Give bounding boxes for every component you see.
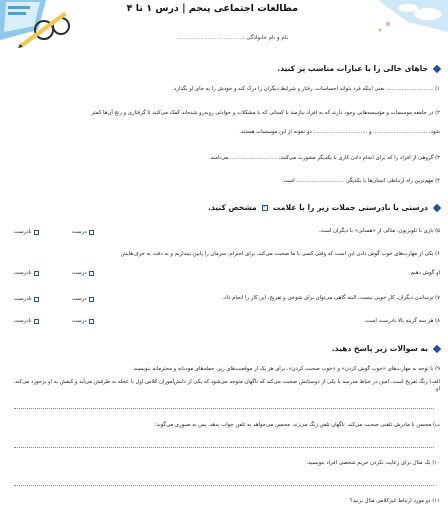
false-checkbox[interactable] [34, 297, 39, 302]
name-field-line [176, 35, 288, 41]
name-dots: ..................................... [176, 35, 241, 41]
section-answer-title: به سوالات زیر پاسخ دهید. [331, 344, 428, 353]
true-checkbox[interactable] [89, 319, 94, 324]
section-fill-blanks-heading [277, 64, 440, 73]
q6-true-option[interactable] [72, 270, 94, 276]
school-supplies-illustration [0, 0, 70, 52]
answer-line[interactable] [14, 485, 434, 486]
question-6-line-2: او گوش دهیم. [408, 270, 440, 276]
section-fill-blanks-title: جاهای خالی را با عبارات مناسب پر کنید. [277, 64, 428, 73]
answer-line[interactable] [14, 447, 434, 448]
false-label: نادرست [14, 229, 32, 235]
false-checkbox[interactable] [34, 271, 39, 276]
question-9: ۹) با توجه به مهارت‌های «خوب گوش کردن» و «خوب صحبت کردن»، برای هر یک از موقعیت‌های زیر، جمله‌های مودبانه و محترمانه بنویسید. [132, 366, 440, 372]
page-title: مطالعات اجتماعی پنجم | درس ۱ تا ۴ [126, 3, 298, 14]
checkbox-checked-icon: ✓ [262, 204, 267, 210]
sky-decoration [358, 0, 448, 42]
section-answer-heading [332, 344, 440, 353]
true-checkbox[interactable] [89, 297, 94, 302]
question-9-a: الف) زنگ تفریح است. امین در حیاط مدرسه با یکی از دوستانش صحبت می‌کند که ناگهان متوجه می‌شود که یکی از دانش‌آموزان کلاس اول با عجله به طرفش می‌آید و کیفش به او برخورد می‌کند. او [13, 379, 440, 392]
q8-true-option[interactable] [72, 318, 94, 324]
diamond-bullet-icon [433, 344, 441, 352]
true-label: درست [72, 270, 87, 276]
true-label: درست [72, 229, 87, 235]
false-checkbox[interactable] [34, 230, 39, 235]
q5-true-option[interactable] [72, 229, 94, 235]
question-7: ۷) ترساندن دیگران، کار خوبی نیست، البته گاهی می‌توان برای شوخی و تفریح، این کار را انجام داد. [222, 295, 440, 301]
section-true-false-title-end: مشخص کنید. [207, 203, 257, 212]
question-11: ۱۱) دو مورد ارتباط غیرکلامی مثال بزنید؟ [349, 498, 440, 504]
true-label: درست [72, 296, 87, 302]
question-3: ۳) گروهی از افراد را که برای انجام دادن کاری با یکدیگر مشورت می‌کنند، ............................ می‌نامند. [208, 155, 440, 161]
q5-false-option[interactable] [14, 229, 39, 235]
question-9-b: ب) محسن با مادرش تلفنی صحبت می‌کند. ناگهان تلفن زنگ می‌زند. محسن می‌خواهد به تلفن جواب بدهد. پس به صبوری می‌گوید: [154, 422, 440, 428]
diamond-bullet-icon [433, 64, 441, 72]
false-checkbox[interactable] [34, 319, 39, 324]
section-true-false-title: درستی یا نادرستی جملات زیر را با علامت [272, 203, 428, 212]
question-6-line-1: ۶) یکی از مهارت‌های خوب گوش دادن این است که وقتی کسی با ما صحبت می‌کند، برای احترام، سرمان را پایین بیندازیم و به دقت به حرف‌هایش [120, 251, 440, 257]
name-label: نام و نام خانوادگی : [242, 35, 288, 41]
q8-false-option[interactable] [14, 318, 39, 324]
question-2-line-1: ۲) در جامعه موسسات و مؤسسه‌هایی وجود دارند که به افراد نیازمند یا کسانی که با مشکلات و حوادثی روبه‌رو شده‌اند کمک می‌کنند تا گرفتاری و رنج آن‌ها کمتر [91, 110, 440, 116]
question-1: ۱) ............................ یعنی اینکه فرد بتواند احساسات، رفتار و شرایط دیگران را درک کند و خودش را به جای او بگذارد. [172, 86, 440, 92]
true-checkbox[interactable] [89, 271, 94, 276]
q6-false-option[interactable] [14, 270, 39, 276]
page-header [0, 0, 448, 58]
answer-line[interactable] [14, 408, 434, 409]
q7-false-option[interactable] [14, 296, 39, 302]
false-label: نادرست [14, 270, 32, 276]
q7-true-option[interactable] [72, 296, 94, 302]
true-checkbox[interactable] [89, 230, 94, 235]
question-2-line-2: شود. ................................ و ................................ دو نمونه از این موسسات هستند. [239, 129, 440, 135]
false-label: نادرست [14, 296, 32, 302]
section-true-false-heading [208, 203, 440, 212]
question-5: ۵) بازی با تلویزیون، مثالی از «همدلی» با دیگران است. [318, 228, 440, 234]
question-8: ۸) هر سه گزینه بالا نادرست است. [364, 318, 440, 324]
true-label: درست [72, 318, 87, 324]
diamond-bullet-icon [433, 203, 441, 211]
question-4: ۴) مهم‌ترین راه ارتباطی انسان‌ها با یکدیگر، ............................ است. [281, 178, 440, 184]
false-label: نادرست [14, 318, 32, 324]
question-10: ۱۰) یک مثال برای رعایت نکردن حریم شخصی افراد بنویسید. [306, 460, 440, 466]
